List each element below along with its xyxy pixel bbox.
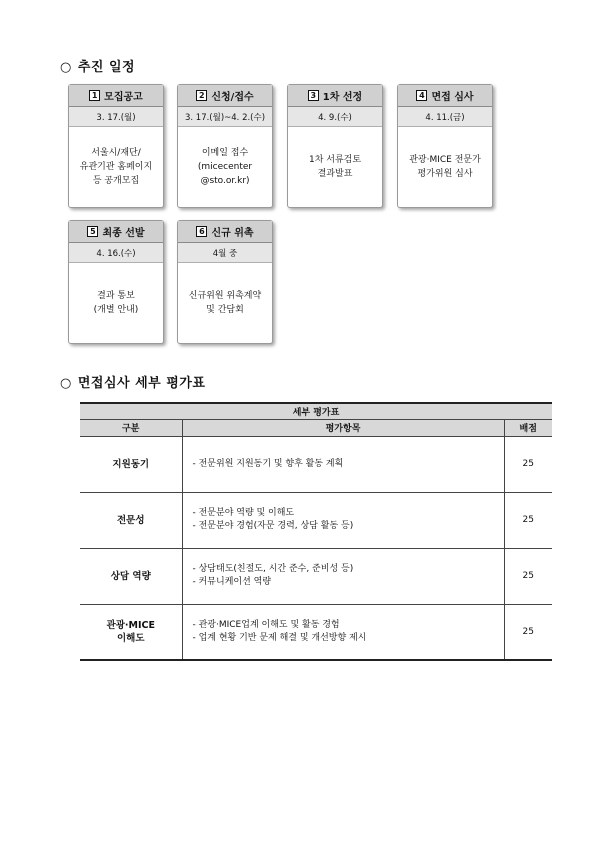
evaluation-item: - 전문분야 경험(자문 경력, 상담 활동 등) [192, 521, 354, 531]
evaluation-item: - 업계 현황 기반 문제 해결 및 개선방향 제시 [192, 632, 367, 643]
row-category: 상담 역량 [80, 548, 182, 604]
step-number: 6 [196, 226, 207, 237]
step-header [398, 85, 492, 107]
row-score: 25 [504, 492, 552, 548]
step-label: 1차 선정 [322, 92, 363, 103]
row-score: 25 [504, 436, 552, 492]
step-header [178, 85, 272, 107]
step-number: 1 [89, 90, 100, 101]
row-category: 지원동기 [80, 436, 182, 492]
step-description: 이메일 접수 (micecenter @sto.or.kr) [197, 148, 253, 186]
row-category: 관광·MICE 이해도 [80, 604, 182, 660]
evaluation-title: 면접심사 세부 평가표 [77, 376, 206, 391]
row-score: 25 [504, 604, 552, 660]
table-row [80, 436, 552, 492]
circle-bullet-icon: ○ [60, 60, 72, 75]
table-row [80, 492, 552, 548]
row-items [182, 604, 504, 660]
evaluation-item: - 전문위원 지원동기 및 향후 활동 계획 [192, 458, 344, 469]
step-number: 2 [196, 90, 207, 101]
schedule-step-1 [68, 84, 164, 208]
step-date: 4. 11.(금) [398, 107, 492, 127]
step-header [69, 221, 163, 243]
step-header [178, 221, 272, 243]
step-description: 신규위원 위촉계약 및 간담회 [188, 291, 262, 315]
step-description: 관광·MICE 전문가 평가위원 심사 [409, 155, 481, 179]
step-description: 1차 서류검토 결과발표 [308, 155, 362, 179]
step-number: 3 [308, 90, 319, 101]
step-label: 최종 선발 [102, 228, 145, 239]
schedule-title: 추진 일정 [77, 60, 136, 75]
row-items [182, 492, 504, 548]
schedule-step-6 [177, 220, 273, 344]
schedule-step-2 [177, 84, 273, 208]
step-description: 결과 통보 (개별 안내) [93, 291, 139, 315]
schedule-step-5 [68, 220, 164, 344]
circle-bullet-icon: ○ [60, 376, 72, 391]
step-description: 서울시/재단/ 유관기관 홈페이지 등 공개모집 [79, 148, 153, 186]
table-row [80, 604, 552, 660]
evaluation-item: - 관광·MICE업계 이해도 및 활동 경험 [192, 619, 340, 630]
evaluation-item: - 전문분야 역량 및 이해도 [192, 508, 295, 518]
step-header [69, 85, 163, 107]
step-number: 4 [416, 90, 427, 101]
schedule-section-title [60, 56, 135, 75]
step-header [288, 85, 382, 107]
step-number: 5 [87, 226, 98, 237]
header-category: 구분 [80, 419, 182, 436]
step-label: 신규 위촉 [211, 228, 254, 239]
step-date: 4. 9.(수) [288, 107, 382, 127]
step-label: 신청/접수 [211, 92, 254, 103]
step-label: 모집공고 [104, 92, 143, 103]
step-label: 면접 심사 [431, 92, 474, 103]
row-category: 전문성 [80, 492, 182, 548]
evaluation-table [80, 402, 552, 661]
table-title: 세부 평가표 [80, 403, 552, 419]
evaluation-item: - 상담태도(친절도, 시간 준수, 준비성 등) [192, 564, 354, 574]
step-date: 4월 중 [178, 243, 272, 263]
schedule-step-4 [397, 84, 493, 208]
step-date: 3. 17.(월) [69, 107, 163, 127]
step-date: 4. 16.(수) [69, 243, 163, 263]
row-items [182, 436, 504, 492]
step-date: 3. 17.(월)~4. 2.(수) [178, 107, 272, 127]
evaluation-section-title [60, 372, 205, 391]
row-items [182, 548, 504, 604]
row-score: 25 [504, 548, 552, 604]
table-row [80, 548, 552, 604]
evaluation-item: - 커뮤니케이션 역량 [192, 577, 272, 587]
header-score: 배점 [504, 419, 552, 436]
header-items: 평가항목 [182, 419, 504, 436]
schedule-step-3 [287, 84, 383, 208]
